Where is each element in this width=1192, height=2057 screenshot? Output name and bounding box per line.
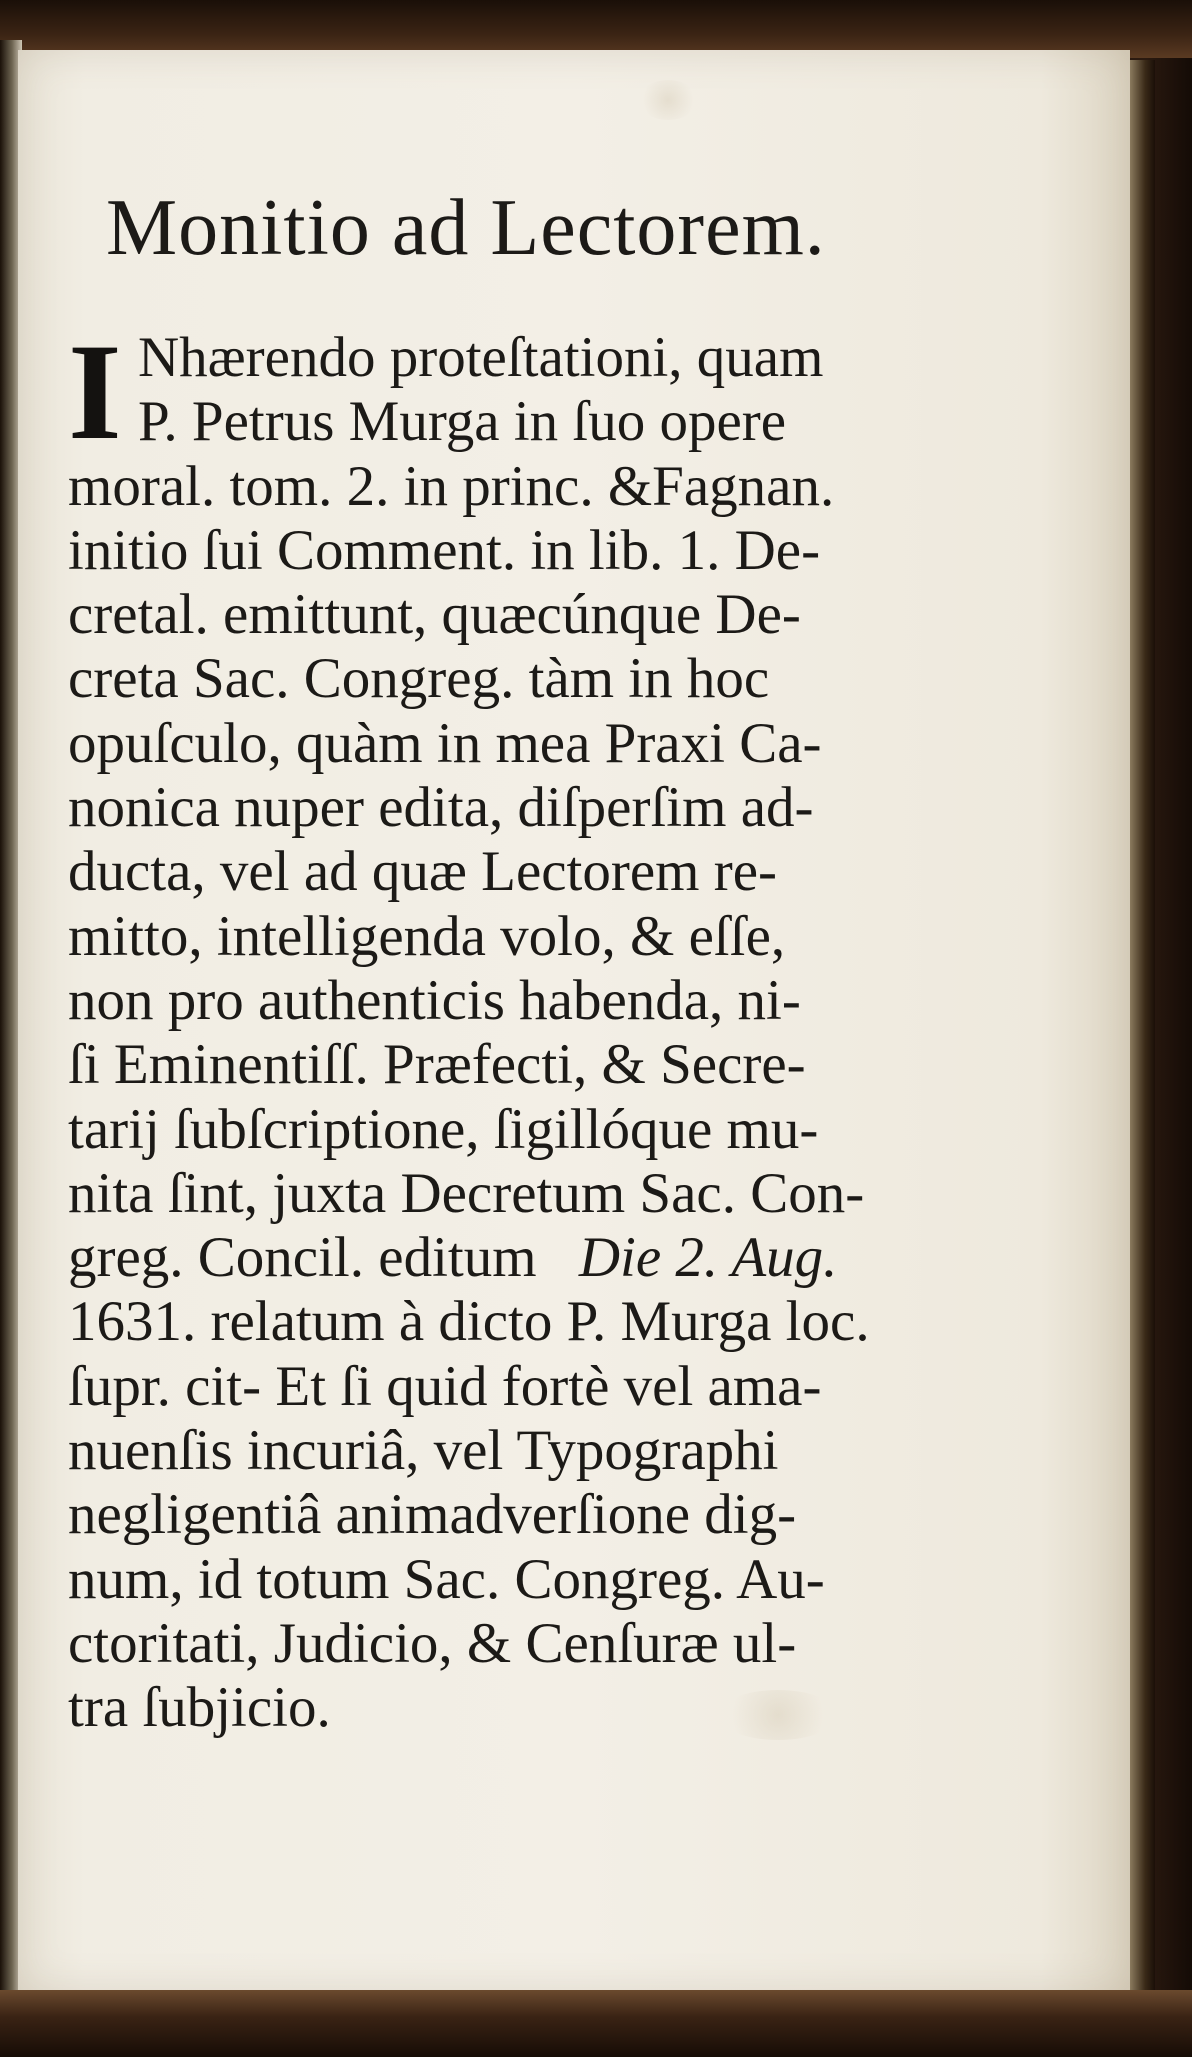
- text-line-content: Nhærendo proteſtationi, quam: [138, 326, 824, 389]
- text-line: creta Sac. Congreg. tàm in hoc: [68, 647, 770, 711]
- text-line: opuſculo, quàm in mea Praxi Ca-: [68, 711, 822, 775]
- text-line: cretal. emittunt, quæcúnque De-: [68, 583, 801, 647]
- text-line: ctoritati, Judicio, & Cenſuræ ul-: [68, 1611, 797, 1675]
- text-line: ſi Eminentiſſ. Præfecti, & Secre-: [68, 1033, 806, 1097]
- text-line: initio ſui Comment. in lib. 1. De-: [68, 518, 821, 582]
- text-line: tra ſubjicio.: [68, 1676, 331, 1740]
- drop-cap: I: [68, 315, 122, 468]
- text-line: P. Petrus Murga in ſuo opere: [138, 390, 787, 454]
- text-line: moral. tom. 2. in princ. &Fagnan.: [68, 454, 835, 518]
- book-page: [18, 50, 1130, 1992]
- text-line: mitto, intelligenda volo, & eſſe,: [68, 904, 786, 968]
- text-line: ſupr. cit- Et ſi quid fortè vel ama-: [68, 1354, 822, 1418]
- paper-stain: [638, 80, 698, 120]
- italic-date: Die 2. Aug.: [578, 1226, 838, 1290]
- text-line: negligentiâ animadverſione dig-: [68, 1483, 797, 1547]
- text-line: tarij ſubſcriptione, ſigillóque mu-: [68, 1097, 819, 1161]
- text-line: [68, 1226, 968, 1290]
- text-line: non pro authenticis habenda, ni-: [68, 968, 801, 1032]
- text-line-content: greg. Concil. editum: [68, 1226, 537, 1290]
- text-line: num, id totum Sac. Congreg. Au-: [68, 1547, 825, 1611]
- page-edge-right: [1130, 60, 1155, 1990]
- book-binding-bottom: [0, 1990, 1192, 2057]
- text-line: 1631. relatum à dicto P. Murga loc.: [68, 1290, 870, 1354]
- text-line: nonica nuper edita, diſperſim ad-: [68, 776, 814, 840]
- text-line: ducta, vel ad quæ Lectorem re-: [68, 840, 778, 904]
- page-title: Monitio ad Lectorem.: [106, 184, 826, 272]
- text-line: nita ſint, juxta Decretum Sac. Con-: [68, 1161, 865, 1225]
- body-paragraph: [68, 315, 968, 1741]
- text-line: nuenſis incuriâ, vel Typographi: [68, 1419, 779, 1483]
